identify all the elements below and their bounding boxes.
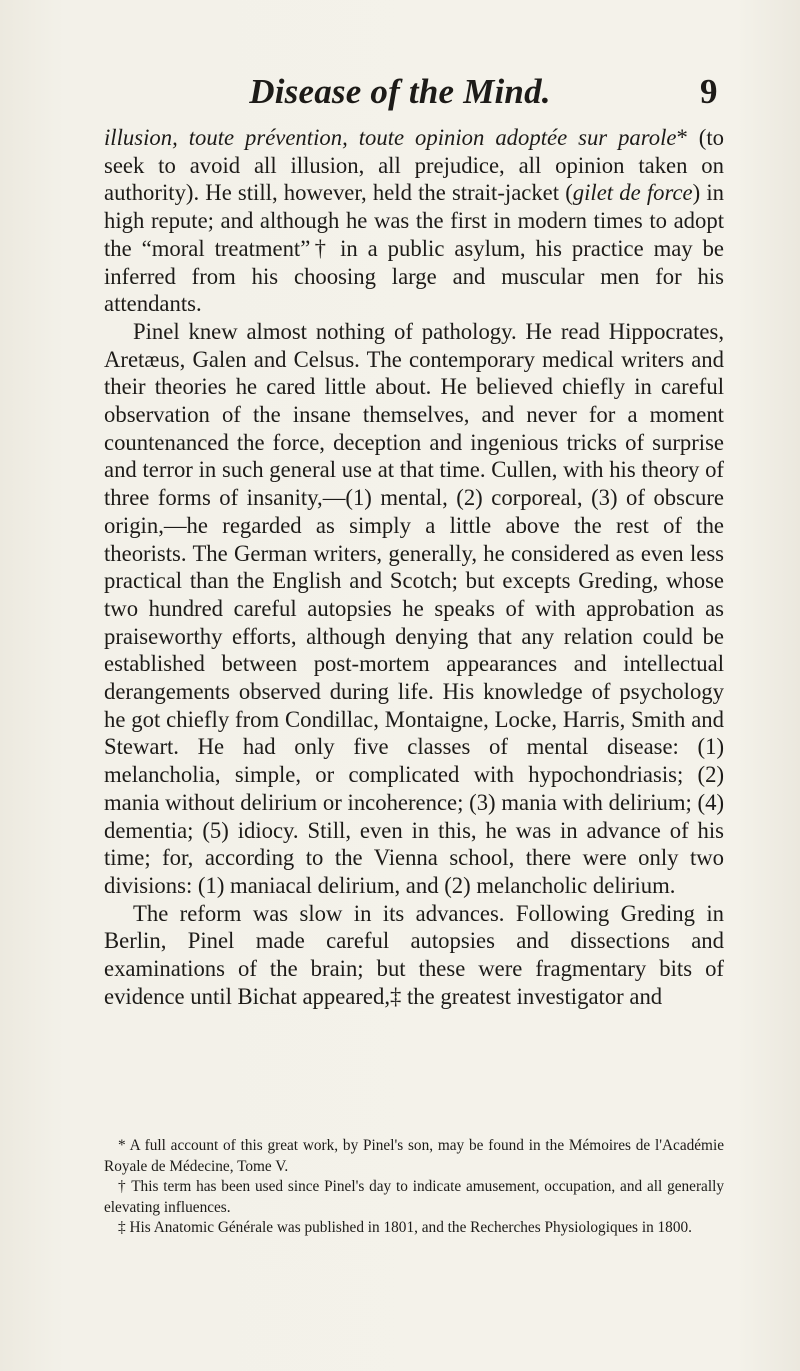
footnotes: [104, 1136, 724, 1239]
footnote-asterisk: * A full account of this great work, by Pinel's son, may be found in the Mémoires de l'Académie Royale de Médecine, Tome V.: [104, 1137, 724, 1175]
footnote-dagger: † This term has been used since Pinel's day to indicate amusement, occupation, and all generally elevating influences.: [104, 1178, 724, 1216]
body-text: [104, 124, 724, 1011]
page-number: 9: [700, 72, 718, 111]
running-title: Disease of the Mind.: [249, 72, 551, 111]
paragraph-3: The reform was slow in its advances. Following Greding in Berlin, Pinel made careful autopsies and dissections and examinations of the brain; but these were fragmentary bits of evidence until Bichat appeared,‡ the greatest investigator and: [104, 900, 724, 1009]
footnote-double-dagger: ‡ His Anatomic Générale was published in 1801, and the Recherches Physiologiques in 1800.: [118, 1219, 692, 1236]
paragraph-1-text-a: * (to seek to avoid all illusion, all prejudice, all opinion taken on authority). He still, however, held the strait-jacket (: [104, 125, 724, 206]
paragraph-1: [104, 124, 724, 318]
french-quotation: illusion, toute prévention, toute opinion adoptée sur parole: [104, 125, 677, 150]
page-header: [0, 72, 800, 112]
paragraph-1-text-b: ) in high repute; and although he was the first in modern times to adopt the “moral treatment”† in a public asylum, his practice may be inferred from his choosing large and muscular men for his attendants.: [104, 180, 725, 317]
french-term-gilet: gilet de force: [572, 180, 693, 206]
paragraph-2: Pinel knew almost nothing of pathology. He read Hippocrates, Aretæus, Galen and Celsus. The contemporary medical writers and their theories he cared little about. He believed chiefly in careful observation of the insane themselves, and never for a moment countenanced the force, deception and ingenious tricks of surprise and terror in such general use at that time. Cullen, with his theory of three forms of insanity,—(1) mental, (2) corporeal, (3) of obscure origin,—he regarded as simply a little above the rest of the theorists. The German writers, generally, he considered as even less practical than the English and Scotch; but excepts Greding, whose two hundred careful autopsies he speaks of with approbation as praiseworthy efforts, although denying that any relation could be established between post-mortem appearances and intellectual derangements observed during life. His knowledge of psychology he got chiefly from Condillac, Montaigne, Locke, Harris, Smith and Stewart. He had only five classes of mental disease: (1) melancholia, simple, or complicated with hypochondriasis; (2) mania without delirium or incoherence; (3) mania with delirium; (4) dementia; (5) idiocy. Still, even in this, he was in advance of his time; for, according to the Vienna school, there were only two divisions: (1) maniacal delirium, and (2) melancholic delirium.: [104, 318, 724, 898]
